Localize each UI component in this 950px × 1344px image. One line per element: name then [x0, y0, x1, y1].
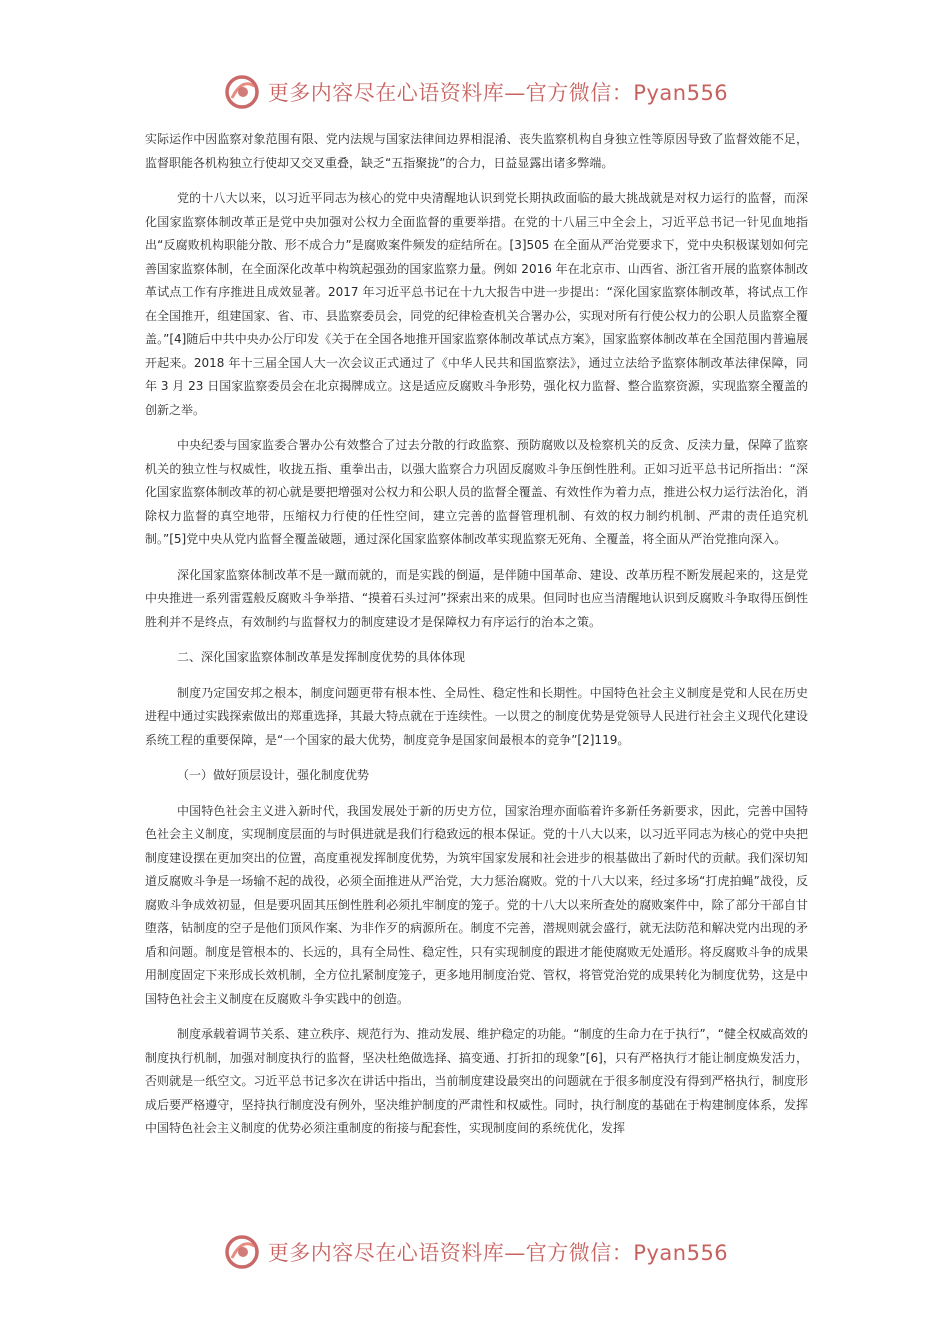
paragraph: 制度承载着调节关系、建立秩序、规范行为、推动发展、维护稳定的功能。“制度的生命力在于执行”，“健全权威高效的制度执行机制，加强对制度执行的监督，坚决杜绝做选择、搞变通、打折扣的现象”[6]，只有严格执行才能让制度焕发活力，否则就是一纸空文。习近平总书记多次在讲话中指出，当前制度建设最突出的问题就在于很多制度没有得到严格执行，制度形成后要严格遵守，坚持执行制度没有例外，坚决维护制度的严肃性和权威性。同时，执行制度的基础在于构建制度体系，发挥中国特色社会主义制度的优势必须注重制度的衔接与配套性，实现制度间的系统优化，发挥	[145, 1027, 808, 1135]
paragraph: 深化国家监察体制改革不是一蹴而就的，而是实践的倒逼，是伴随中国革命、建设、改革历程不断发展起来的，这是党中央推进一系列雷霆般反腐败斗争举措、“摸着石头过河”探索出来的成果。但同时也应当清醒地认识到反腐败斗争取得压倒性胜利并不是终点，有效制约与监督权力的制度建设才是保障权力有序运行的治本之策。	[145, 567, 808, 629]
paragraph: 制度乃定国安邦之根本，制度问题更带有根本性、全局性、稳定性和长期性。中国特色社会主义制度是党和人民在历史进程中通过实践探索做出的郑重选择，其最大特点就在于连续性。一以贯之的制度优势是党领导人民进行社会主义现代化建设系统工程的重要保障，是“一个国家的最大优势，制度竞争是国家间最根本的竞争”[2]119。	[145, 685, 808, 747]
paragraph: 中央纪委与国家监委合署办公有效整合了过去分散的行政监察、预防腐败以及检察机关的反贪、反渎力量，保障了监察机关的独立性与权威性，收拢五指、重拳出击，以强大监察合力巩固反腐败斗争压倒性胜利。正如习近平总书记所指出：“深化国家监察体制改革的初心就是要把增强对公权力和公职人员的监督全覆盖、有效性作为着力点，推进公权力运行法治化，消除权力监督的真空地带，压缩权力行使的任性空间，建立完善的监督管理机制、有效的权力制约机制、严肃的责任追究机制。”[5]党中央从党内监督全覆盖破题，通过深化国家监察体制改革实现监察无死角、全覆盖，将全面从严治党推向深入。	[145, 438, 808, 546]
swirl-logo-icon	[222, 1232, 262, 1272]
section-heading: 二、深化国家监察体制改革是发挥制度优势的具体体现	[177, 650, 466, 664]
banner-text: 更多内容尽在心语资料库—官方微信：Pyan556	[267, 1241, 729, 1265]
paragraph: 党的十八大以来，以习近平同志为核心的党中央清醒地认识到党长期执政面临的最大挑战就是对权力运行的监督，而深化国家监察体制改革正是党中央加强对公权力全面监督的重要举措。在党的十八届三中全会上，习近平总书记一针见血地指出“反腐败机构职能分散、形不成合力”是腐败案件频发的症结所在。[3]505 在全面从严治党要求下，党中央积极谋划如何完善国家监察体制，在全面深化改革中构筑起强劲的国家监察力量。例如 2016 年在北京市、山西省、浙江省开展的监察体制改革试点工作有序推进且成效显著。2017 年习近平总书记在十九大报告中进一步提出：“深化国家监察体制改革，将试点工作在全国推开，组建国家、省、市、县监察委员会，同党的纪律检查机关合署办公，实现对所有行使公权力的公职人员监察全覆盖。”[4]随后中共中央办公厅印发《关于在全国各地推开国家监察体制改革试点方案》，国家监察体制改革在全国范围内普遍展开起来。2018 年十三届全国人大一次会议正式通过了《中华人民共和国监察法》，通过立法给予监察体制改革法律保障，同年 3 月 23 日国家监察委员会在北京揭牌成立。这是适应反腐败斗争形势，强化权力监督、整合监察资源，实现监察全覆盖的创新之举。	[145, 191, 808, 417]
paragraph: 实际运作中因监察对象范围有限、党内法规与国家法律间边界相混淆、丧失监察机构自身独立性等原因导致了监督效能不足，监督职能各机构独立行使却又交叉重叠，缺乏“五指聚拢”的合力，日益显露出诸多弊端。	[145, 132, 808, 170]
paragraph: 中国特色社会主义进入新时代，我国发展处于新的历史方位，国家治理亦面临着许多新任务新要求，因此，完善中国特色社会主义制度，实现制度层面的与时俱进就是我们行稳致远的根本保证。党的十八大以来，以习近平同志为核心的党中央把制度建设摆在更加突出的位置，高度重视发挥制度优势，为筑牢国家发展和社会进步的根基做出了新时代的贡献。我们深切知道反腐败斗争是一场输不起的战役，必须全面推进从严治党，大力惩治腐败。党的十八大以来，经过多场“打虎拍蝇”战役，反腐败斗争成效初显，但是要巩固其压倒性胜利必须扎牢制度的笼子。党的十八大以来所查处的腐败案件中，除了部分干部自甘堕落，钻制度的空子是他们顶风作案、为非作歹的病源所在。制度不完善，潜规则就会盛行，就无法防范和解决党内出现的矛盾和问题。制度是管根本的、长远的，具有全局性、稳定性，只有实现制度的跟进才能使腐败无处遁形。将反腐败斗争的成果用制度固定下来形成长效机制，全方位扎紧制度笼子，更多地用制度治党、管权，将管党治党的成果转化为制度优势，这是中国特色社会主义制度在反腐败斗争实践中的创造。	[145, 803, 808, 1006]
banner-text: 更多内容尽在心语资料库—官方微信：Pyan556	[267, 81, 729, 105]
article-body	[145, 128, 808, 1153]
footer-banner	[0, 1230, 950, 1274]
swirl-logo-icon	[222, 72, 262, 112]
header-banner	[0, 70, 950, 114]
subsection-heading: （一）做好顶层设计，强化制度优势	[177, 768, 370, 782]
